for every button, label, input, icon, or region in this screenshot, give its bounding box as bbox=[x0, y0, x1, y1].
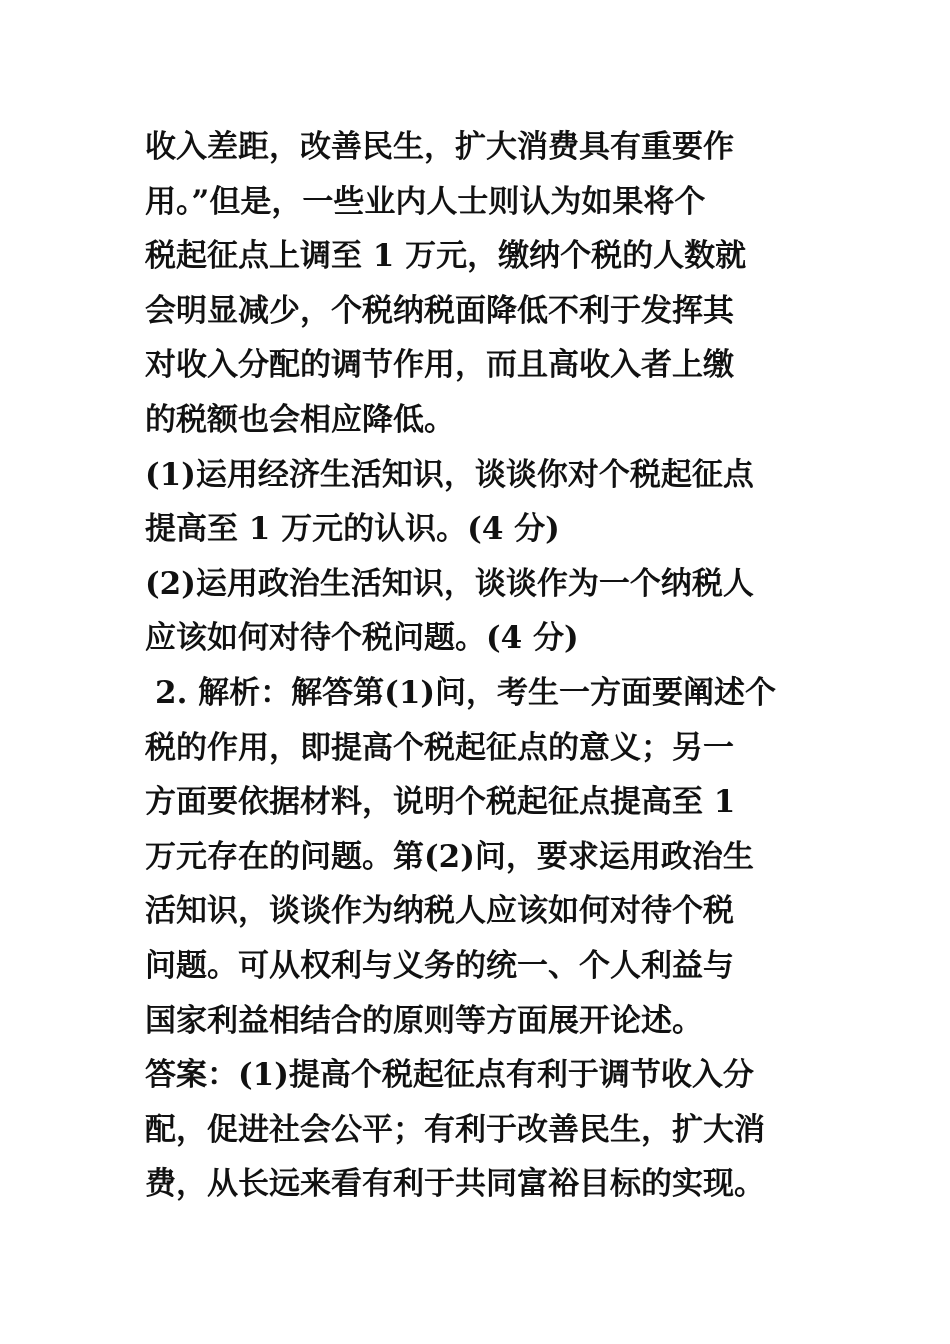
intro-line: 会明显减少，个税纳税面降低不利于发挥其 bbox=[145, 292, 734, 329]
intro-line: 对收入分配的调节作用，而且高收入者上缴 bbox=[145, 347, 734, 384]
intro-line: 收入差距，改善民生，扩大消费具有重要作 bbox=[145, 129, 734, 165]
analysis-line: 税的作用，即提高个税起征点的意义；另一 bbox=[145, 729, 734, 766]
answer-label: 答案： bbox=[145, 1057, 238, 1094]
analysis-line: 活知识，谈谈作为纳税人应该如何对待个税 bbox=[145, 893, 734, 930]
analysis-line: 问题。可从权利与义务的统一、个人利益与 bbox=[145, 947, 734, 984]
question-2-line: 应该如何对待个税问题。(4 分) bbox=[145, 620, 579, 657]
analysis-line: 解答第(1)问，考生一方面要阐述个 bbox=[291, 674, 777, 711]
answer-line: 费，从长远来看有利于共同富裕目标的实现。 bbox=[145, 1166, 765, 1203]
answer-first-line bbox=[145, 1048, 845, 1103]
analysis-line: 方面要依据材料，说明个税起征点提高至 1 bbox=[145, 784, 736, 821]
document-body bbox=[145, 120, 845, 1212]
question-2-line: (2)运用政治生活知识，谈谈作为一个纳税人 bbox=[145, 565, 754, 602]
analysis-line: 万元存在的问题。第(2)问，要求运用政治生 bbox=[145, 838, 754, 875]
intro-line: 税起征点上调至 1 万元，缴纳个税的人数就 bbox=[145, 238, 747, 275]
analysis-line: 国家利益相结合的原则等方面展开论述。 bbox=[145, 1002, 703, 1039]
analysis-label: 2. 解析： bbox=[155, 674, 292, 711]
intro-line: 用。”但是，一些业内人士则认为如果将个 bbox=[145, 183, 706, 220]
intro-line: 的税额也会相应降低。 bbox=[145, 401, 455, 438]
answer-line: 配，促进社会公平；有利于改善民生，扩大消 bbox=[145, 1111, 765, 1148]
analysis-first-line bbox=[145, 666, 845, 721]
question-1-line: (1)运用经济生活知识，谈谈你对个税起征点 bbox=[145, 456, 754, 493]
question-1-line: 提高至 1 万元的认识。(4 分) bbox=[145, 511, 560, 548]
answer-line: (1)提高个税起征点有利于调节收入分 bbox=[238, 1057, 754, 1094]
